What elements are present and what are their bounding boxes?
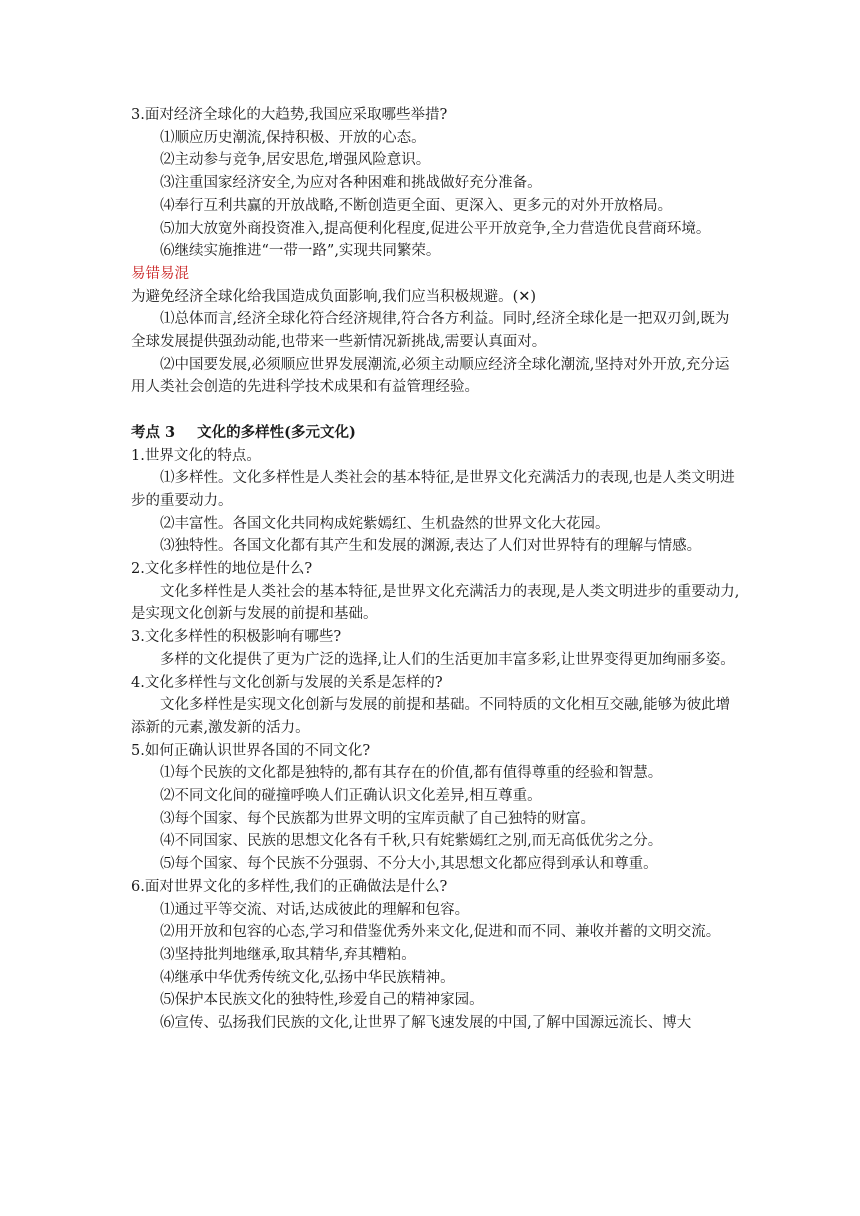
question-heading: 3.文化多样性的积极影响有哪些? [131,629,342,646]
answer-item: ⑵不同文化间的碰撞呼唤人们正确认识文化差异,相互尊重。 [160,788,542,805]
mistake-statement: 为避免经济全球化给我国造成负面影响,我们应当积极规避。(✕) [131,288,537,305]
answer-item: ⑶注重国家经济安全,为应对各种困难和挑战做好充分准备。 [160,175,542,192]
answer-paragraph: 文化多样性是实现文化创新与发展的前提和基础。不同特质的文化相互交融,能够为彼此增添新的元素,激发新的活力。 [131,697,731,736]
topic-title: 文化的多样性(多元文化) [197,423,356,441]
answer-item: ⑶独特性。各国文化都有其产生和发展的渊源,表达了人们对世界特有的理解与情感。 [160,538,702,555]
answer-item: ⑸保护本民族文化的独特性,珍爱自己的精神家园。 [160,992,484,1009]
question-heading: 6.面对世界文化的多样性,我们的正确做法是什么? [131,878,448,895]
answer-item: ⑴通过平等交流、对话,达成彼此的理解和包容。 [160,901,470,918]
answer-paragraph: 文化多样性是人类社会的基本特征,是世界文化充满活力的表现,是人类文明进步的重要动力,是实现文化创新与发展的前提和基础。 [131,583,740,623]
question-heading: 2.文化多样性的地位是什么? [131,561,313,578]
answer-item: ⑸加大放宽外商投资准入,提高便利化程度,促进公平开放竞争,全力营造优良营商环境。 [160,220,711,237]
answer-item: ⑷奉行互利共赢的开放战略,不断创造更全面、更深入、更多元的对外开放格局。 [160,197,673,214]
explanation-item: ⑴总体而言,经济全球化符合经济规律,符合各方利益。同时,经济全球化是一把双刃剑,既为全球发展提供强劲动能,也带来一些新情况新挑战,需要认真面对。 [131,311,730,351]
answer-item: ⑸每个国家、每个民族不分强弱、不分大小,其思想文化都应得到承认和尊重。 [160,856,658,873]
document-content [131,104,741,1035]
answer-item: ⑵主动参与竞争,居安思危,增强风险意识。 [160,152,431,169]
answer-paragraph: 多样的文化提供了更为广泛的选择,让人们的生活更加丰富多彩,让世界变得更加绚丽多姿。 [160,651,735,668]
mistakes-heading: 易错易混 [131,265,189,282]
answer-item: ⑴顺应历史潮流,保持积极、开放的心态。 [160,129,426,146]
answer-item: ⑷继承中华优秀传统文化,弘扬中华民族精神。 [160,969,455,986]
answer-item: ⑴多样性。文化多样性是人类社会的基本特征,是世界文化充满活力的表现,也是人类文明进步的重要动力。 [131,470,735,509]
answer-item: ⑵丰富性。各国文化共同构成姹紫嫣红、生机盎然的世界文化大花园。 [160,515,610,532]
answer-item: ⑶每个国家、每个民族都为世界文明的宝库贡献了自己独特的财富。 [160,810,595,827]
answer-item: ⑹宣传、弘扬我们民族的文化,让世界了解飞速发展的中国,了解中国源远流长、博大 [160,1015,692,1032]
answer-item: ⑴每个民族的文化都是独特的,都有其存在的价值,都有值得尊重的经验和智慧。 [160,765,663,782]
answer-item: ⑹继续实施推进“一带一路”,实现共同繁荣。 [160,243,441,260]
question-heading: 1.世界文化的特点。 [131,447,261,464]
topic-label: 考点 3 [131,423,176,441]
question-heading: 5.如何正确认识世界各国的不同文化? [131,742,371,759]
topic-heading [131,422,741,445]
answer-item: ⑷不同国家、民族的思想文化各有千秋,只有姹紫嫣红之别,而无高低优劣之分。 [160,833,663,850]
section-spacer [131,399,741,422]
explanation-item: ⑵中国要发展,必须顺应世界发展潮流,必须主动顺应经济全球化潮流,坚持对外开放,充分运用人类社会创造的先进科学技术成果和有益管理经验。 [131,356,730,396]
answer-item: ⑶坚持批判地继承,取其精华,弃其糟粕。 [160,947,416,963]
question-heading: 3.面对经济全球化的大趋势,我国应采取哪些举措? [131,107,448,123]
question-heading: 4.文化多样性与文化创新与发展的关系是怎样的? [131,674,443,691]
answer-item: ⑵用开放和包容的心态,学习和借鉴优秀外来文化,促进和而不同、兼收并蓄的文明交流。 [160,924,721,941]
